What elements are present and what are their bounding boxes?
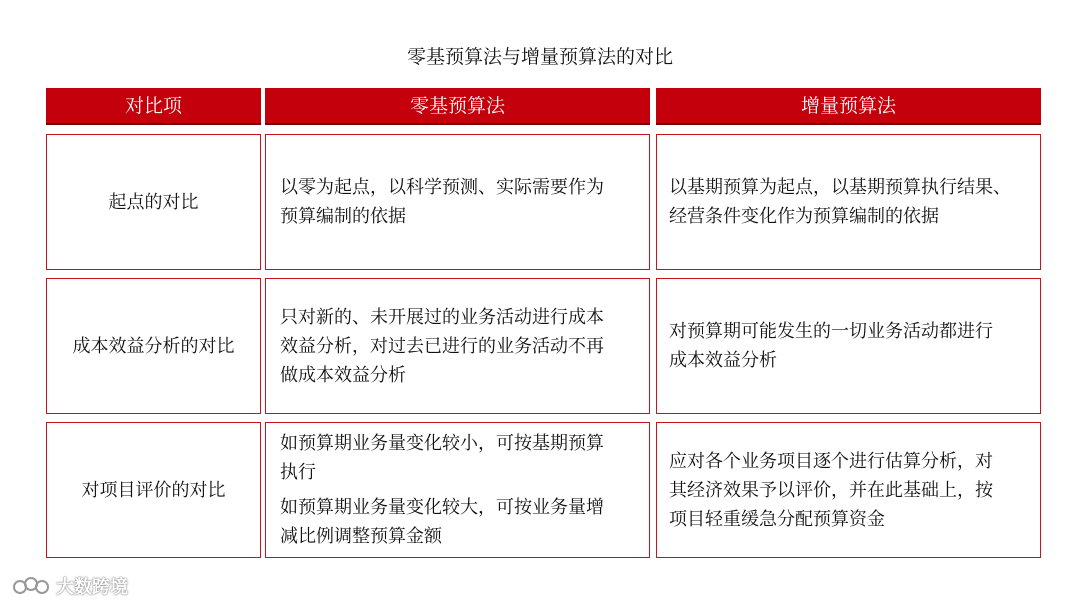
paragraph — [280, 429, 604, 487]
header-col-incremental: 增量预算法 — [656, 88, 1041, 125]
cell-text — [280, 303, 604, 390]
text-line: 执行 — [280, 462, 316, 483]
paragraph — [280, 493, 604, 551]
cell-text — [669, 447, 993, 534]
cell-text — [280, 173, 604, 231]
cell-incremental-starting-point — [656, 134, 1041, 270]
watermark — [12, 572, 128, 600]
cell-text — [280, 429, 604, 551]
text-line: 成本效益分析 — [669, 350, 777, 371]
text-line: 如预算期业务量变化较大，可按业务量增 — [280, 497, 604, 518]
row-label-text: 成本效益分析的对比 — [72, 335, 235, 357]
cell-zero-based-project-evaluation — [265, 422, 650, 558]
text-line: 应对各个业务项目逐个进行估算分析，对 — [669, 450, 993, 472]
text-line: 预算编制的依据 — [280, 206, 406, 227]
header-col-zero-based: 零基预算法 — [265, 88, 650, 125]
row-label-text: 对项目评价的对比 — [81, 479, 226, 501]
row-label-text: 起点的对比 — [108, 191, 199, 213]
watermark-logo-icon — [12, 574, 50, 598]
cell-text — [669, 173, 1011, 231]
text-line: 如预算期业务量变化较小，可按基期预算 — [280, 433, 604, 454]
text-line: 经营条件变化作为预算编制的依据 — [669, 206, 939, 227]
text-line: 其经济效果予以评价，并在此基础上，按 — [669, 479, 993, 501]
cell-incremental-project-evaluation — [656, 422, 1041, 558]
watermark-text: 大数跨境 — [56, 577, 128, 598]
cell-incremental-cost-benefit — [656, 278, 1041, 414]
cell-zero-based-starting-point — [265, 134, 650, 270]
text-line: 对预算期可能发生的一切业务活动都进行 — [669, 321, 993, 342]
page-title: 零基预算法与增量预算法的对比 — [406, 46, 673, 68]
row-label-cost-benefit — [46, 278, 261, 414]
cell-text — [669, 317, 993, 375]
text-line: 效益分析，对过去已进行的业务活动不再 — [280, 335, 604, 357]
text-line: 做成本效益分析 — [280, 364, 406, 386]
text-line: 以零为起点，以科学预测、实际需要作为 — [280, 177, 604, 198]
text-line: 以基期预算为起点，以基期预算执行结果、 — [669, 177, 1011, 198]
text-line: 项目轻重缓急分配预算资金 — [669, 508, 885, 530]
row-label-starting-point — [46, 134, 261, 270]
text-line: 减比例调整预算金额 — [280, 526, 442, 547]
header-col-item: 对比项 — [46, 88, 261, 125]
text-line: 只对新的、未开展过的业务活动进行成本 — [280, 306, 604, 328]
row-label-project-evaluation — [46, 422, 261, 558]
cell-zero-based-cost-benefit — [265, 278, 650, 414]
